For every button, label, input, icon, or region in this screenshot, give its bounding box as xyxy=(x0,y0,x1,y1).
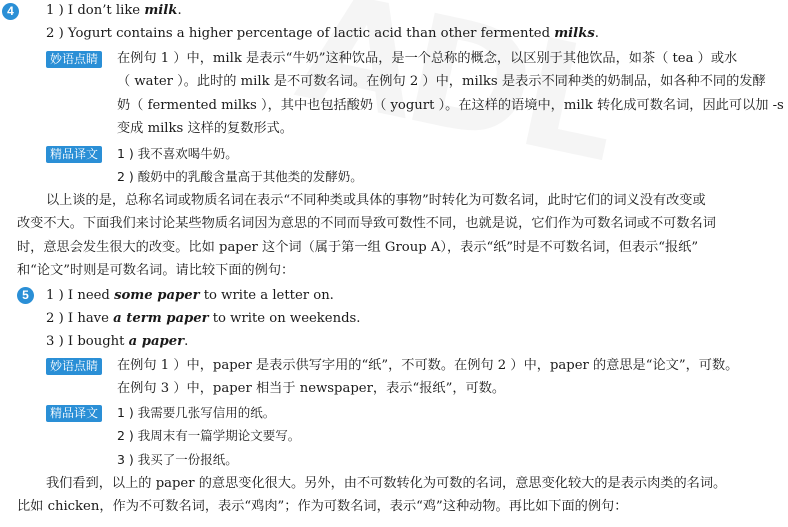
note-line: 在例句 3 ）中，paper 相当于 newspaper，表示“报纸”，可数。 xyxy=(117,381,506,396)
body-paragraph-line: 和“论文”时则是可数名词。请比较下面的例句： xyxy=(17,263,295,278)
translation-line: 2 ) 酸奶中的乳酸含量高于其他类的发酵奶。 xyxy=(117,169,363,184)
note-line: （ water ）。此时的 milk 是不可数名词。在例句 2 ）中，milks 是表示不同种类的奶制品，如各种不同的发酵 xyxy=(117,74,766,89)
note-line: 在例句 1 ）中，paper 是表示供写字用的“纸”，不可数。在例句 2 ）中，paper 的意思是“论文”，可数。 xyxy=(117,358,739,373)
example-sentence: 1 ) I need some paper to write a letter on. xyxy=(46,288,334,303)
example-sentence: 1 ) I don’t like milk. xyxy=(46,3,182,18)
translation-line: 3 ) 我买了一份报纸。 xyxy=(117,452,238,467)
translation-line: 2 ) 我周末有一篇学期论文要写。 xyxy=(117,428,301,443)
example-number-badge: 4 xyxy=(2,3,19,20)
body-paragraph-line: 我们看到，以上的 paper 的意思变化很大。另外，由不可数转化为可数的名词，意思变化较大的是表示肉类的名词。 xyxy=(46,476,727,491)
example-sentence: 2 ) Yogurt contains a higher percentage of lactic acid than other fermented milks. xyxy=(46,26,599,41)
note-line: 在例句 1 ）中，milk 是表示“牛奶”这种饮品，是一个总称的概念，以区别于其他饮品，如茶（ tea ）或水 xyxy=(117,51,738,66)
note-line: 奶（ fermented milks ），其中也包括酸奶（ yogurt ）。在这样的语境中，milk 转化成可数名词，因此可以加 -s xyxy=(117,98,784,113)
note-line: 变成 milks 这样的复数形式。 xyxy=(117,121,293,136)
body-paragraph-line: 以上谈的是，总称名词或物质名词在表示“不同种类或具体的事物”时转化为可数名词，此时它们的词义没有改变或 xyxy=(46,193,706,208)
translation-tag: 精品译文 xyxy=(46,146,102,163)
body-paragraph-line: 比如 chicken，作为不可数名词，表示“鸡肉”；作为可数名词，表示“鸡”这种动物。再比如下面的例句： xyxy=(17,499,628,514)
note-tag: 妙语点睛 xyxy=(46,51,102,68)
body-paragraph-line: 改变不大。下面我们来讨论某些物质名词因为意思的不同而导致可数性不同，也就是说，它们作为可数名词或不可数名词 xyxy=(17,216,716,231)
example-number-badge: 5 xyxy=(17,287,34,304)
note-tag: 妙语点睛 xyxy=(46,358,102,375)
body-paragraph-line: 时，意思会发生很大的改变。比如 paper 这个词（属于第一组 Group A），表示“纸”时是不可数名词，但表示“报纸” xyxy=(17,240,699,255)
translation-line: 1 ) 我不喜欢喝牛奶。 xyxy=(117,146,238,161)
example-sentence: 2 ) I have a term paper to write on weekends. xyxy=(46,311,361,326)
translation-line: 1 ) 我需要几张写信用的纸。 xyxy=(117,405,276,420)
translation-tag: 精品译文 xyxy=(46,405,102,422)
example-sentence: 3 ) I bought a paper. xyxy=(46,334,189,349)
